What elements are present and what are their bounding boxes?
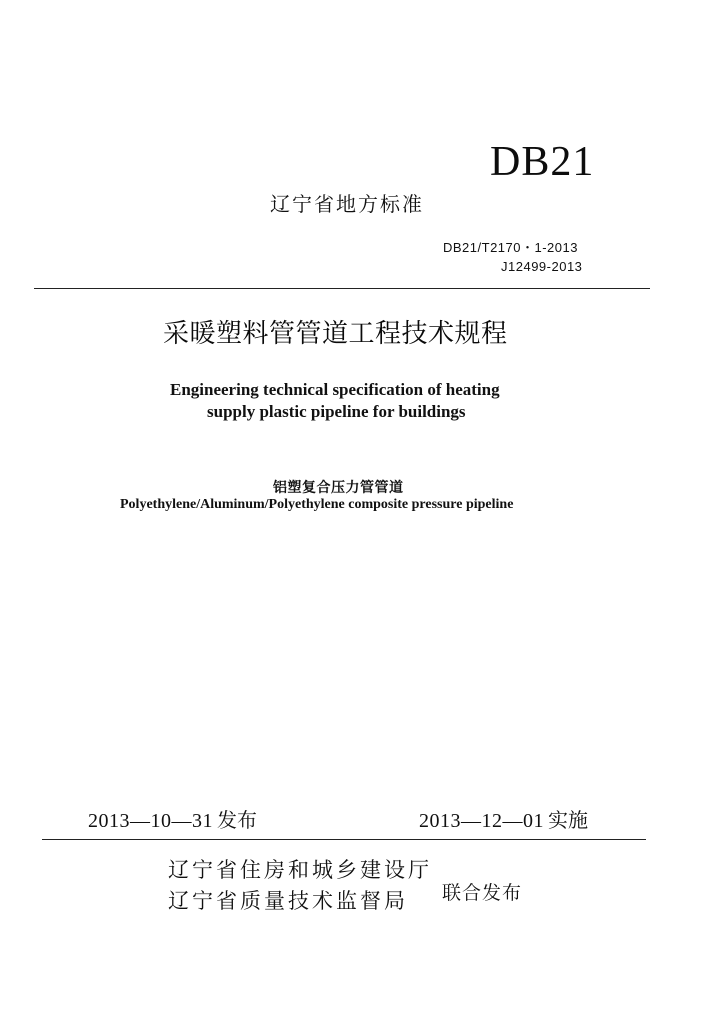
top-divider: [34, 288, 650, 289]
implement-date: 2013—12—01: [419, 810, 544, 832]
implement-date-line: [419, 804, 588, 833]
issue-date-line: [88, 804, 257, 833]
standard-code: DB21: [490, 139, 595, 185]
implement-label: 实施: [548, 808, 588, 832]
issuer-quality-bureau: 辽宁省质量技术监督局: [168, 889, 408, 913]
joint-issue-label: 联合发布: [442, 882, 523, 904]
subtitle-english: Polyethylene/Aluminum/Polyethylene composite pressure pipeline: [120, 497, 514, 512]
subtitle-chinese: 铝塑复合压力管管道: [273, 480, 404, 496]
standard-level: 辽宁省地方标准: [270, 192, 424, 216]
title-english-line2: supply plastic pipeline for buildings: [207, 402, 466, 421]
standard-number: DB21/T2170・1-2013: [443, 240, 578, 255]
title-chinese: 采暖塑料管管道工程技术规程: [163, 319, 508, 349]
issue-label: 发布: [217, 808, 257, 832]
title-english-line1: Engineering technical specification of heating: [170, 380, 500, 399]
record-number: J12499-2013: [501, 259, 583, 274]
issue-date: 2013—10—31: [88, 810, 213, 832]
issuer-housing-department: 辽宁省住房和城乡建设厅: [168, 858, 432, 882]
bottom-divider: [42, 839, 646, 840]
